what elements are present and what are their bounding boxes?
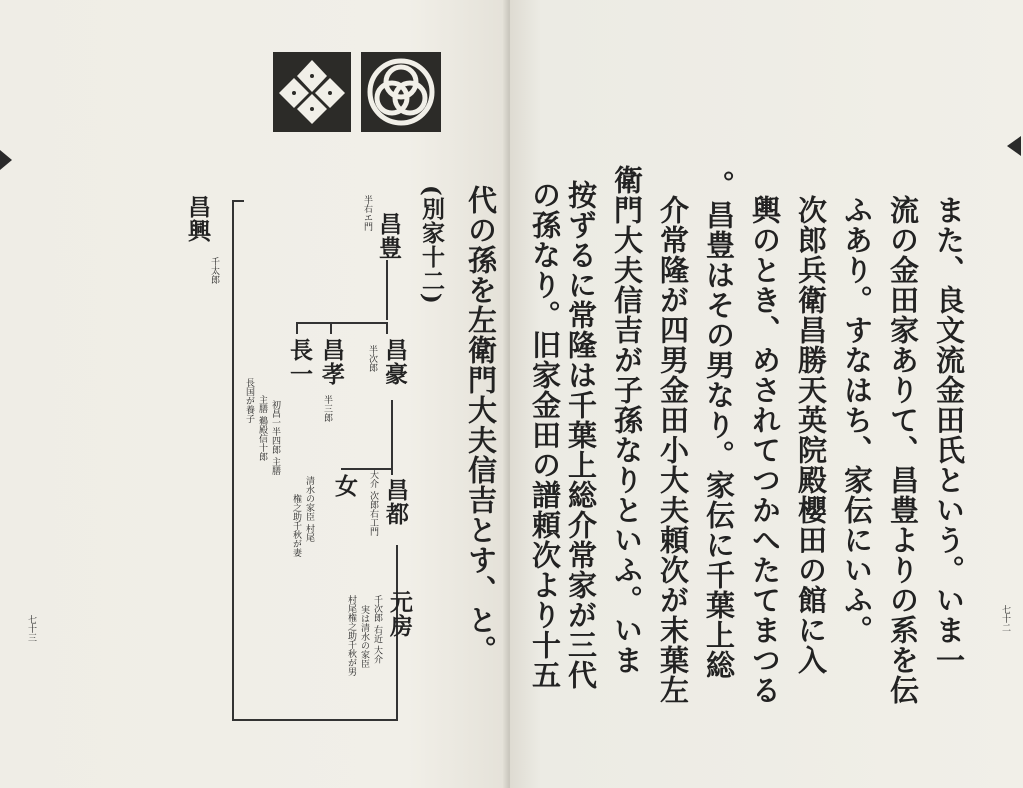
genealogy-name-masataka: 昌孝 bbox=[318, 338, 345, 386]
interlocked-rings-crest-icon bbox=[361, 52, 441, 132]
page-number: 七十三 bbox=[26, 615, 36, 642]
body-column-right-6: 。昌豊はその男なり。家伝に千葉上総 bbox=[702, 170, 736, 680]
genealogy-title: 半右エ門 bbox=[362, 195, 372, 231]
genealogy-note: 実は清水の家臣 bbox=[359, 605, 369, 668]
body-column-right-8: 衛門大夫信吉が子孫なりといふ。いま bbox=[610, 165, 644, 675]
genealogy-name-masatoyo: 昌豊 bbox=[375, 212, 402, 260]
lineage-line-main bbox=[232, 200, 234, 720]
genealogy-note: 初昌一半四郎 主膳 bbox=[270, 400, 280, 475]
genealogy-note: 千次郎 右近 大介 bbox=[372, 595, 382, 664]
genealogy-note: 村尾権之助千秋が男 bbox=[346, 595, 356, 676]
body-column-right-4: 次郎兵衛昌勝天英院殿櫻田の館に入 bbox=[794, 195, 828, 675]
genealogy-note: 権之助千秋が妻 bbox=[291, 494, 301, 557]
genealogy-name-osakazu: 長一 bbox=[286, 338, 313, 386]
genealogy-note: 清水の家臣 村尾 bbox=[304, 476, 314, 542]
left-page bbox=[0, 0, 510, 788]
section-heading: (別家十二) bbox=[418, 185, 445, 305]
page-number: 七十二 bbox=[1000, 605, 1010, 632]
body-column-right-1: また、良文流金田氏という。いま一 bbox=[932, 195, 966, 675]
body-column-right-3: ふあり。すなはち、家伝にいふ。 bbox=[840, 195, 874, 645]
genealogy-name-daughter: 女 bbox=[331, 474, 358, 498]
genealogy-title: 千太郎 bbox=[209, 257, 219, 284]
genealogy-name-masakuni: 昌都 bbox=[382, 478, 409, 526]
body-column-right-2: 流の金田家ありて、昌豊よりの系を伝 bbox=[886, 195, 920, 705]
body-column-left-1: 代の孫を左衛門大夫信吉とす、と。 bbox=[464, 185, 498, 665]
genealogy-name-masahide: 昌豪 bbox=[381, 338, 408, 386]
body-column-right-9: 按ずるに常隆は千葉上総介常家が三代 bbox=[564, 180, 598, 690]
genealogy-title: 大介 次郎右工門 bbox=[368, 470, 378, 536]
body-column-right-7: 介常隆が四男金田小大夫頼次が末葉左 bbox=[656, 195, 690, 705]
genealogy-name-motofusa: 元房 bbox=[386, 590, 413, 638]
genealogy-note: 主膳 鵜殿信十郎 bbox=[257, 395, 267, 461]
genealogy-title: 半次郎 bbox=[367, 345, 377, 372]
genealogy-title: 半三郎 bbox=[322, 395, 332, 422]
page-tab-marker-left bbox=[0, 150, 12, 170]
page-tab-marker-right bbox=[1007, 136, 1021, 156]
body-column-right-10: の孫なり。旧家金田の譜頼次より十五 bbox=[528, 180, 562, 690]
genealogy-note: 長国が養子 bbox=[244, 378, 254, 423]
genealogy-name-masaoki: 昌興 bbox=[184, 195, 211, 243]
four-diamonds-crest-icon bbox=[273, 52, 351, 132]
body-column-right-5: 輿のとき、めされてつかへたてまつる bbox=[748, 195, 782, 705]
right-page bbox=[510, 0, 1023, 788]
